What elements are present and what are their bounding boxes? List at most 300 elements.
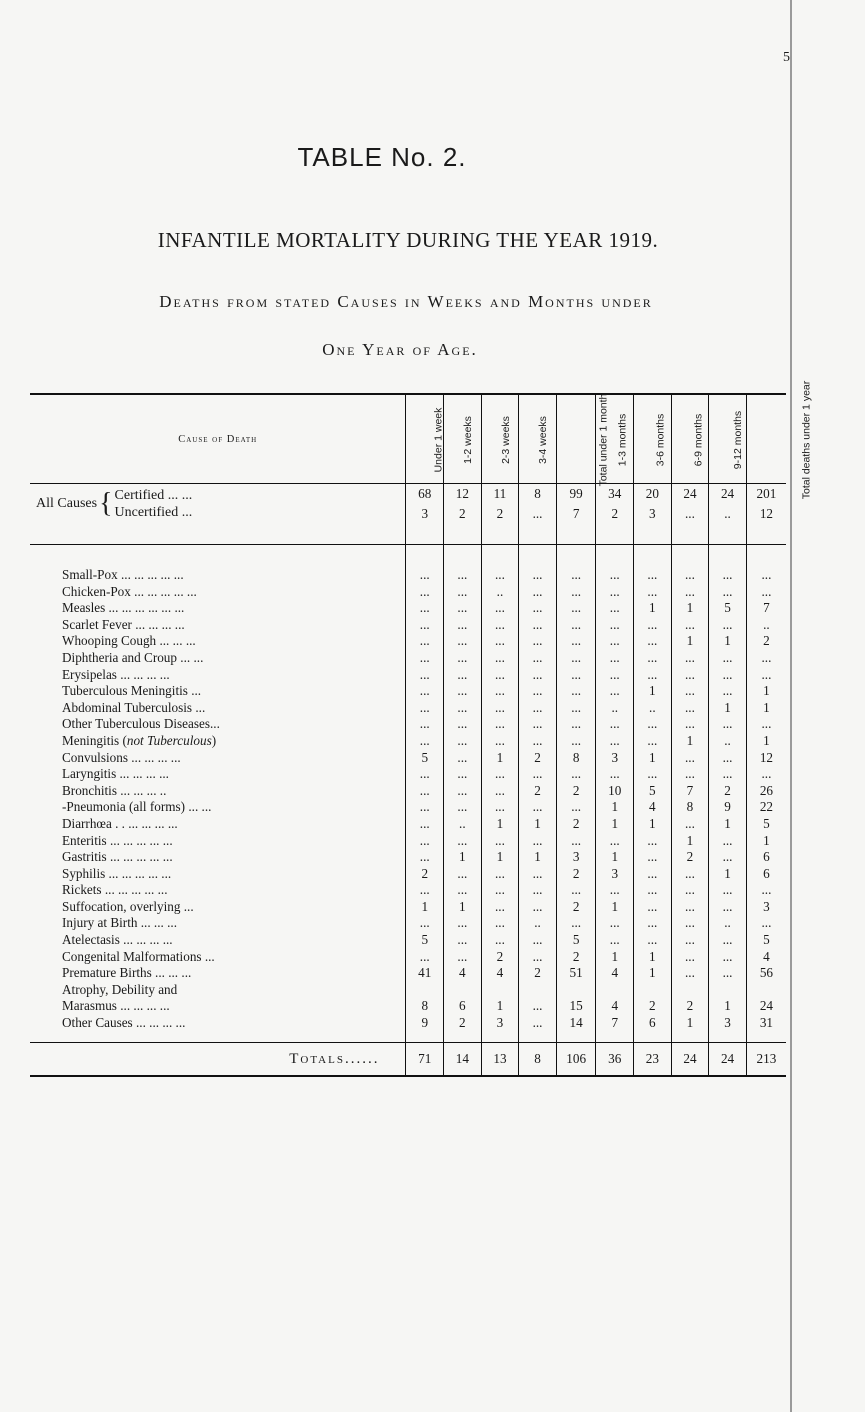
cause-label: Injury at Birth ... ... ... xyxy=(62,915,178,931)
cause-label: Atelectasis ... ... ... ... xyxy=(62,932,173,948)
spacer-cell xyxy=(481,1032,519,1043)
table-cell: 2 xyxy=(519,965,557,982)
all-causes-label-cell xyxy=(30,484,406,525)
table-cell: ... xyxy=(406,949,444,966)
table-cell: ... xyxy=(671,584,709,601)
table-cell: 1 xyxy=(634,750,672,767)
table-cell: ... xyxy=(671,650,709,667)
table-subtitle-line-1: Deaths from stated Causes in Weeks and Months under xyxy=(159,292,653,311)
table-cell: 7 xyxy=(671,783,709,800)
table-cell: ... xyxy=(634,650,672,667)
spacer-cell xyxy=(709,524,747,545)
table-cell: ... xyxy=(556,584,596,601)
spacer-cell xyxy=(746,524,786,545)
spacer-cell xyxy=(556,545,596,568)
cause-label: Tuberculous Meningitis ... xyxy=(62,683,202,699)
table-cell: ... xyxy=(709,932,747,949)
table-cell: ... xyxy=(444,882,482,899)
cause-label: Other Tuberculous Diseases... xyxy=(62,716,220,732)
table-row xyxy=(30,816,786,833)
table-cell: 10 xyxy=(596,783,634,800)
table-cell: .. xyxy=(596,700,634,717)
table-cell xyxy=(519,982,557,999)
table-cell: 4 xyxy=(596,998,634,1015)
table-row xyxy=(30,1015,786,1032)
table-cell: ... xyxy=(519,584,557,601)
table-cell: 3 xyxy=(709,1015,747,1032)
table-cell: ... xyxy=(634,667,672,684)
table-cell: 1 xyxy=(596,799,634,816)
cause-label: Meningitis (not Tuberculous) xyxy=(62,732,217,748)
table-cell: ... xyxy=(746,667,786,684)
cause-label: Atrophy, Debility and xyxy=(62,981,178,997)
cause-label: Whooping Cough ... ... ... xyxy=(62,633,196,649)
table-cell: 2 xyxy=(671,998,709,1015)
table-cell: 1 xyxy=(481,998,519,1015)
gap-row xyxy=(30,1032,786,1043)
table-cell: ... xyxy=(556,567,596,584)
table-cell: 56 xyxy=(746,965,786,982)
table-cell: 12 xyxy=(746,504,786,524)
table-row xyxy=(30,600,786,617)
table-cell: ... xyxy=(596,633,634,650)
table-cell: ... xyxy=(444,915,482,932)
table-cell: ... xyxy=(406,633,444,650)
table-cell: 2 xyxy=(634,998,672,1015)
table-cell: ... xyxy=(444,783,482,800)
table-cell: ... xyxy=(406,716,444,733)
table-cell xyxy=(596,982,634,999)
totals-label: Totals...... xyxy=(30,1042,406,1076)
spacer-cell xyxy=(481,545,519,568)
spacer-cell xyxy=(406,1032,444,1043)
table-row xyxy=(30,700,786,717)
table-cell: ... xyxy=(519,899,557,916)
page-number: 5 xyxy=(783,50,790,65)
table-cell: ... xyxy=(709,899,747,916)
table-cell: 31 xyxy=(746,1015,786,1032)
table-cell: ... xyxy=(481,899,519,916)
totals-cell: 106 xyxy=(556,1042,596,1076)
table-row xyxy=(30,849,786,866)
spacer-cell xyxy=(671,1032,709,1043)
table-cell: ... xyxy=(444,650,482,667)
table-cell: ... xyxy=(481,932,519,949)
table-cell: ... xyxy=(596,617,634,634)
table-cell: ... xyxy=(596,882,634,899)
table-cell: .. xyxy=(481,584,519,601)
table-cell: 1 xyxy=(671,833,709,850)
spacer-cell xyxy=(444,545,482,568)
table-cell: 24 xyxy=(671,484,709,505)
table-cell: ... xyxy=(671,866,709,883)
column-header: 2-3 weeks xyxy=(481,394,519,484)
spacer-cell xyxy=(444,1032,482,1043)
cause-label: -Pneumonia (all forms) ... ... xyxy=(62,799,212,815)
table-cell: ... xyxy=(444,949,482,966)
table-cell: 1 xyxy=(709,866,747,883)
spacer-cell xyxy=(746,545,786,568)
table-row xyxy=(30,899,786,916)
cause-label: Laryngitis ... ... ... ... xyxy=(62,766,169,782)
table-cell: ... xyxy=(634,716,672,733)
table-cell: 2 xyxy=(709,783,747,800)
spacer-cell xyxy=(634,1032,672,1043)
table-cell: 3 xyxy=(596,866,634,883)
table-row xyxy=(30,982,786,999)
column-header: Under 1 week xyxy=(406,394,444,484)
table-cell: ... xyxy=(671,716,709,733)
table-cell: ... xyxy=(444,733,482,750)
table-cell: 3 xyxy=(406,504,444,524)
table-cell: 1 xyxy=(746,833,786,850)
cause-label: Scarlet Fever ... ... ... ... xyxy=(62,616,185,632)
table-title: INFANTILE MORTALITY DURING THE YEAR 1919. xyxy=(157,228,659,252)
table-row xyxy=(30,617,786,634)
cause-label: Premature Births ... ... ... xyxy=(62,965,192,981)
column-header: 6-9 months xyxy=(671,394,709,484)
table-cell: ... xyxy=(709,650,747,667)
table-cell: ... xyxy=(444,866,482,883)
cause-column-header: Cause of Death xyxy=(30,394,406,484)
table-cell: ... xyxy=(634,915,672,932)
spacer-cell xyxy=(596,1032,634,1043)
table-cell xyxy=(634,982,672,999)
spacer-cell xyxy=(519,524,557,545)
cause-label: Chicken-Pox ... ... ... ... ... xyxy=(62,583,197,599)
table-cell: ... xyxy=(481,783,519,800)
table-cell: ... xyxy=(481,667,519,684)
table-cell: 3 xyxy=(556,849,596,866)
table-cell: .. xyxy=(709,733,747,750)
spacer-cell xyxy=(634,545,672,568)
table-cell: 2 xyxy=(519,750,557,767)
table-cell: ... xyxy=(481,733,519,750)
table-cell: 11 xyxy=(481,484,519,505)
table-cell: ... xyxy=(671,965,709,982)
table-cell: ... xyxy=(519,733,557,750)
table-cell: ... xyxy=(556,716,596,733)
table-cell: 3 xyxy=(746,899,786,916)
table-cell: ... xyxy=(406,700,444,717)
table-cell: 12 xyxy=(746,750,786,767)
table-cell: 2 xyxy=(596,504,634,524)
table-cell: 1 xyxy=(746,700,786,717)
table-cell: 1 xyxy=(634,816,672,833)
table-cell: ... xyxy=(444,700,482,717)
table-cell: 1 xyxy=(746,733,786,750)
cause-label: Gastritis ... ... ... ... ... xyxy=(62,849,173,865)
table-cell: 7 xyxy=(746,600,786,617)
table-cell: ... xyxy=(596,683,634,700)
table-cell: ... xyxy=(556,600,596,617)
table-cell: ... xyxy=(671,766,709,783)
table-cell: ... xyxy=(519,766,557,783)
table-cell: 1 xyxy=(406,899,444,916)
spacer-cell xyxy=(406,524,444,545)
cause-label: Syphilis ... ... ... ... ... xyxy=(62,865,172,881)
table-cell: 1 xyxy=(671,733,709,750)
table-cell: ... xyxy=(481,633,519,650)
table-cell: ... xyxy=(671,700,709,717)
table-cell: ... xyxy=(444,750,482,767)
table-cell: 2 xyxy=(481,504,519,524)
table-cell: 3 xyxy=(481,1015,519,1032)
table-cell: ... xyxy=(519,949,557,966)
spacer-cell xyxy=(596,524,634,545)
table-cell: 26 xyxy=(746,783,786,800)
cause-label: Rickets ... ... ... ... ... xyxy=(62,882,168,898)
table-cell: 99 xyxy=(556,484,596,505)
all-causes-label: All Causes xyxy=(36,496,98,512)
table-cell: ... xyxy=(596,667,634,684)
table-cell: 5 xyxy=(709,600,747,617)
table-cell: ... xyxy=(519,567,557,584)
table-cell: ... xyxy=(481,882,519,899)
table-cell: ... xyxy=(556,700,596,717)
table-cell: ... xyxy=(596,600,634,617)
table-row xyxy=(30,584,786,601)
table-cell: ... xyxy=(709,750,747,767)
table-cell: ... xyxy=(671,816,709,833)
cause-label: Abdominal Tuberculosis ... xyxy=(62,699,206,715)
table-cell: 8 xyxy=(406,998,444,1015)
table-cell: ... xyxy=(519,833,557,850)
table-cell: 1 xyxy=(444,849,482,866)
table-cell: 1 xyxy=(634,600,672,617)
table-cell: 5 xyxy=(406,750,444,767)
spacer-cell xyxy=(556,1032,596,1043)
table-row xyxy=(30,633,786,650)
table-row xyxy=(30,965,786,982)
table-cell: 68 xyxy=(406,484,444,505)
spacer-cell xyxy=(671,524,709,545)
cause-label: Small-Pox ... ... ... ... ... xyxy=(62,567,184,582)
table-cell: 24 xyxy=(709,484,747,505)
table-cell: 2 xyxy=(444,504,482,524)
table-cell: ... xyxy=(406,766,444,783)
spacer-cell xyxy=(444,524,482,545)
all-causes-certified-row xyxy=(30,484,786,505)
table-cell: ... xyxy=(671,504,709,524)
table-cell: ... xyxy=(634,932,672,949)
table-cell: ... xyxy=(444,667,482,684)
table-cell: 1 xyxy=(596,849,634,866)
table-cell xyxy=(444,982,482,999)
spacer-cell xyxy=(634,524,672,545)
table-cell: ... xyxy=(406,915,444,932)
table-cell: 1 xyxy=(596,899,634,916)
table-cell: 1 xyxy=(519,816,557,833)
table-cell: ... xyxy=(519,882,557,899)
table-cell: ... xyxy=(406,617,444,634)
table-cell: 1 xyxy=(481,849,519,866)
table-cell: 5 xyxy=(746,932,786,949)
totals-cell: 14 xyxy=(444,1042,482,1076)
table-cell: ... xyxy=(556,799,596,816)
table-cell: 2 xyxy=(556,783,596,800)
table-cell: 3 xyxy=(634,504,672,524)
table-row xyxy=(30,949,786,966)
table-cell: 1 xyxy=(634,949,672,966)
totals-cell: 8 xyxy=(519,1042,557,1076)
table-cell: ... xyxy=(709,849,747,866)
table-cell: ... xyxy=(406,667,444,684)
table-cell: 22 xyxy=(746,799,786,816)
table-cell: 1 xyxy=(444,899,482,916)
table-cell: ... xyxy=(709,766,747,783)
table-cell: ... xyxy=(671,683,709,700)
table-cell: ... xyxy=(634,567,672,584)
table-cell: 1 xyxy=(481,816,519,833)
table-cell: ... xyxy=(709,683,747,700)
table-cell: ... xyxy=(709,949,747,966)
spacer-cell xyxy=(481,524,519,545)
table-cell: ... xyxy=(556,617,596,634)
spacer-cell xyxy=(519,1032,557,1043)
table-cell: 20 xyxy=(634,484,672,505)
table-cell: .. xyxy=(746,617,786,634)
spacer-cell xyxy=(519,545,557,568)
gap-row xyxy=(30,545,786,568)
table-cell: ... xyxy=(406,799,444,816)
table-cell xyxy=(406,982,444,999)
totals-cell: 71 xyxy=(406,1042,444,1076)
table-cell: 4 xyxy=(746,949,786,966)
table-cell: 5 xyxy=(556,932,596,949)
table-cell: ... xyxy=(596,833,634,850)
cause-label: Measles ... ... ... ... ... ... xyxy=(62,600,185,616)
table-cell: ... xyxy=(481,567,519,584)
table-cell xyxy=(671,982,709,999)
table-cell: ... xyxy=(709,833,747,850)
table-cell: ... xyxy=(596,733,634,750)
table-cell: ... xyxy=(556,633,596,650)
table-cell: ... xyxy=(709,584,747,601)
table-subtitle-line-2: One Year of Age. xyxy=(322,340,478,359)
table-row xyxy=(30,833,786,850)
table-cell: ... xyxy=(481,700,519,717)
table-row xyxy=(30,932,786,949)
table-cell: 4 xyxy=(634,799,672,816)
column-header: Total deaths under 1 year xyxy=(746,394,786,484)
table-cell: ... xyxy=(746,584,786,601)
table-cell: 2 xyxy=(556,949,596,966)
table-cell: 9 xyxy=(406,1015,444,1032)
table-cell: .. xyxy=(519,915,557,932)
table-cell: ... xyxy=(671,617,709,634)
table-cell: 8 xyxy=(671,799,709,816)
table-cell: ... xyxy=(746,716,786,733)
table-cell: 5 xyxy=(746,816,786,833)
table-cell: ... xyxy=(481,683,519,700)
table-cell: ... xyxy=(481,650,519,667)
table-cell: 4 xyxy=(481,965,519,982)
column-header: 3-6 months xyxy=(634,394,672,484)
table-cell: ... xyxy=(481,799,519,816)
cause-label: Bronchitis ... ... ... .. xyxy=(62,782,167,798)
uncertified-label: Uncertified ... xyxy=(114,505,193,520)
table-cell: ... xyxy=(596,716,634,733)
table-cell: ... xyxy=(671,567,709,584)
spacer-cell xyxy=(30,545,406,568)
spacer-cell xyxy=(671,545,709,568)
table-cell: 6 xyxy=(634,1015,672,1032)
spacer-cell xyxy=(556,524,596,545)
table-number-heading: TABLE No. 2. xyxy=(297,142,467,172)
table-row xyxy=(30,683,786,700)
column-header: 9-12 months xyxy=(709,394,747,484)
certified-label: Certified ... ... xyxy=(114,488,193,503)
table-row xyxy=(30,667,786,684)
table-cell: ... xyxy=(519,600,557,617)
table-cell: ... xyxy=(406,849,444,866)
table-cell: ... xyxy=(406,833,444,850)
table-cell: ... xyxy=(444,766,482,783)
table-cell: ... xyxy=(671,949,709,966)
table-cell: ... xyxy=(406,584,444,601)
table-cell: ... xyxy=(519,633,557,650)
table-cell: ... xyxy=(634,584,672,601)
table-cell: 1 xyxy=(746,683,786,700)
table-cell: ... xyxy=(444,683,482,700)
table-cell: ... xyxy=(634,882,672,899)
table-cell: ... xyxy=(556,683,596,700)
table-cell: ... xyxy=(556,882,596,899)
spacer-cell xyxy=(30,524,406,545)
column-header: 1-3 months xyxy=(596,394,634,484)
table-cell: 2 xyxy=(406,866,444,883)
table-cell: 2 xyxy=(556,816,596,833)
spacer-cell xyxy=(406,545,444,568)
table-cell: ... xyxy=(596,567,634,584)
table-row xyxy=(30,866,786,883)
table-cell: ... xyxy=(481,617,519,634)
table-cell: ... xyxy=(444,799,482,816)
table-cell xyxy=(481,982,519,999)
table-cell: ... xyxy=(481,866,519,883)
cause-rows xyxy=(30,567,786,1032)
table-cell: ... xyxy=(444,633,482,650)
table-cell: ... xyxy=(481,915,519,932)
table-cell: ... xyxy=(709,965,747,982)
spacer-cell xyxy=(709,545,747,568)
table-cell: 2 xyxy=(556,866,596,883)
table-cell: ... xyxy=(519,932,557,949)
table-cell: ... xyxy=(444,617,482,634)
table-cell: ... xyxy=(746,882,786,899)
table-cell: 51 xyxy=(556,965,596,982)
table-cell: ... xyxy=(634,766,672,783)
table-cell: 1 xyxy=(634,683,672,700)
table-cell: ... xyxy=(709,882,747,899)
table-cell: 2 xyxy=(746,633,786,650)
table-cell: ... xyxy=(709,667,747,684)
table-cell: 2 xyxy=(519,783,557,800)
table-cell: 7 xyxy=(556,504,596,524)
cause-label: Diarrhœa . . ... ... ... ... xyxy=(62,815,178,831)
table-cell: ... xyxy=(444,833,482,850)
table-cell: ... xyxy=(519,504,557,524)
table-cell: ... xyxy=(596,650,634,667)
table-cell: ... xyxy=(481,766,519,783)
table-cell: ... xyxy=(556,833,596,850)
cause-label: Other Causes ... ... ... ... xyxy=(62,1015,186,1031)
table-cell: 8 xyxy=(556,750,596,767)
totals-cell: 36 xyxy=(596,1042,634,1076)
totals-cell: 213 xyxy=(746,1042,786,1076)
table-row xyxy=(30,733,786,750)
